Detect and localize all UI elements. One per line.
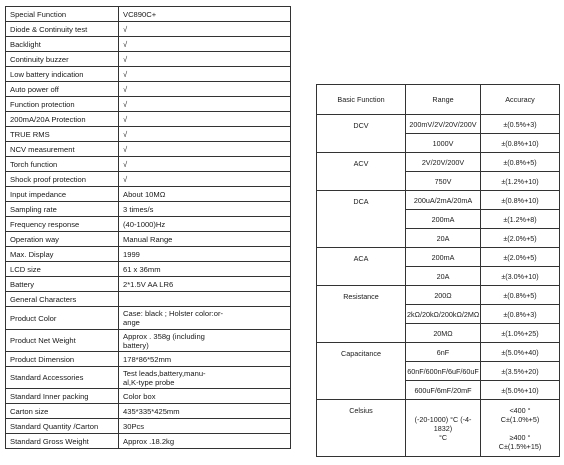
range-cell: 60nF/600nF/6uF/60uF [406, 362, 481, 381]
spec-label: LCD size [6, 262, 119, 277]
spec-row [6, 352, 291, 367]
accuracy-cell: ±(1.2%+8) [481, 210, 560, 229]
accuracy-row [317, 248, 560, 267]
spec-row [6, 112, 291, 127]
check-mark-icon: √ [119, 157, 291, 172]
spec-label: Max. Display [6, 247, 119, 262]
accuracy-cell: ±(3.0%+10) [481, 267, 560, 286]
accuracy-cell: ±(0.5%+3) [481, 115, 560, 134]
basic-function-cell: Capacitance [317, 343, 406, 400]
range-cell: 2kΩ/20kΩ/200kΩ/2MΩ [406, 305, 481, 324]
check-mark-icon: √ [119, 97, 291, 112]
spec-label: TRUE RMS [6, 127, 119, 142]
check-mark-icon: √ [119, 37, 291, 52]
accuracy-cell: ±(0.8%+10) [481, 134, 560, 153]
spec-label: 200mA/20A Protection [6, 112, 119, 127]
spec-value: Test leads,battery,manu- al,K-type probe [119, 367, 291, 389]
accuracy-cell: ±(2.0%+5) [481, 229, 560, 248]
spec-row [6, 419, 291, 434]
spec-value: Case: black ; Holster color:or- ange [119, 307, 291, 330]
accuracy-cell: ±(5.0%+10) [481, 381, 560, 400]
specification-table [5, 6, 291, 449]
spec-value: 30Pcs [119, 419, 291, 434]
spec-row [6, 202, 291, 217]
spec-label: Product Color [6, 307, 119, 330]
accuracy-row [317, 286, 560, 305]
spec-value: About 10MΩ [119, 187, 291, 202]
accuracy-cell: ±(0.8%+10) [481, 191, 560, 210]
spec-value: VC890C+ [119, 7, 291, 22]
spec-label: General Characters [6, 292, 119, 307]
spec-label: Low battery indication [6, 67, 119, 82]
range-cell: 200Ω [406, 286, 481, 305]
spec-row [6, 22, 291, 37]
spec-label: Standard Inner packing [6, 389, 119, 404]
spec-value [119, 292, 291, 307]
spec-label: Shock proof protection [6, 172, 119, 187]
accuracy-row [317, 400, 560, 457]
spec-value: 435*335*425mm [119, 404, 291, 419]
accuracy-cell: ±(1.2%+10) [481, 172, 560, 191]
spec-row [6, 52, 291, 67]
range-cell: 20MΩ [406, 324, 481, 343]
spec-label: NCV measurement [6, 142, 119, 157]
spec-label: Standard Quantity /Carton [6, 419, 119, 434]
spec-value: 178*86*52mm [119, 352, 291, 367]
spec-row [6, 82, 291, 97]
spec-row [6, 217, 291, 232]
spec-label: Standard Gross Weight [6, 434, 119, 449]
spec-value: (40-1000)Hz [119, 217, 291, 232]
range-cell: 200mV/2V/20V/200V [406, 115, 481, 134]
spec-row [6, 307, 291, 330]
accuracy-header-row [317, 85, 560, 115]
spec-value: 2*1.5V AA LR6 [119, 277, 291, 292]
range-cell: 600uF/6mF/20mF [406, 381, 481, 400]
spec-row [6, 292, 291, 307]
spec-row [6, 37, 291, 52]
accuracy-cell: ±(5.0%+40) [481, 343, 560, 362]
spec-label: Torch function [6, 157, 119, 172]
spec-row [6, 434, 291, 449]
range-cell: 200mA [406, 210, 481, 229]
accuracy-cell: <400 ° C±(1.0%+5) ≥400 ° C±(1.5%+15) [481, 400, 560, 457]
spec-label: Auto power off [6, 82, 119, 97]
range-cell: 2V/20V/200V [406, 153, 481, 172]
accuracy-cell: ±(0.8%+5) [481, 153, 560, 172]
header-basic-function: Basic Function [317, 85, 406, 115]
spec-value: 3 times/s [119, 202, 291, 217]
check-mark-icon: √ [119, 127, 291, 142]
range-cell: 20A [406, 229, 481, 248]
accuracy-row [317, 343, 560, 362]
range-cell: 20A [406, 267, 481, 286]
range-cell: 1000V [406, 134, 481, 153]
range-cell: 6nF [406, 343, 481, 362]
spec-label: Function protection [6, 97, 119, 112]
spec-label: Special Function [6, 7, 119, 22]
accuracy-cell: ±(0.8%+3) [481, 305, 560, 324]
accuracy-cell: ±(3.5%+20) [481, 362, 560, 381]
basic-function-cell: ACV [317, 153, 406, 191]
spec-row [6, 7, 291, 22]
accuracy-row [317, 153, 560, 172]
check-mark-icon: √ [119, 112, 291, 127]
check-mark-icon: √ [119, 172, 291, 187]
range-cell: 200mA [406, 248, 481, 267]
spec-row [6, 67, 291, 82]
spec-value: 61 x 36mm [119, 262, 291, 277]
spec-label: Standard Accessories [6, 367, 119, 389]
spec-value: Manual Range [119, 232, 291, 247]
spec-label: Operation way [6, 232, 119, 247]
spec-label: Sampling rate [6, 202, 119, 217]
spec-value: 1999 [119, 247, 291, 262]
spec-label: Diode & Continuity test [6, 22, 119, 37]
accuracy-row [317, 115, 560, 134]
spec-value: Color box [119, 389, 291, 404]
spec-label: Product Dimension [6, 352, 119, 367]
spec-row [6, 157, 291, 172]
basic-function-cell: Celsius [317, 400, 406, 457]
spec-row [6, 127, 291, 142]
range-cell: 200uA/2mA/20mA [406, 191, 481, 210]
range-cell: 750V [406, 172, 481, 191]
header-range: Range [406, 85, 481, 115]
spec-label: Input impedance [6, 187, 119, 202]
spec-row [6, 262, 291, 277]
spec-label: Product Net Weight [6, 330, 119, 352]
check-mark-icon: √ [119, 67, 291, 82]
spec-value: Approx . 358g (including battery) [119, 330, 291, 352]
check-mark-icon: √ [119, 22, 291, 37]
accuracy-cell: ±(1.0%+25) [481, 324, 560, 343]
spec-row [6, 404, 291, 419]
check-mark-icon: √ [119, 142, 291, 157]
spec-label: Backlight [6, 37, 119, 52]
spec-row [6, 172, 291, 187]
basic-function-cell: ACA [317, 248, 406, 286]
spec-row [6, 142, 291, 157]
spec-row [6, 247, 291, 262]
basic-function-cell: DCV [317, 115, 406, 153]
spec-value: Approx .18.2kg [119, 434, 291, 449]
spec-row [6, 187, 291, 202]
spec-row [6, 232, 291, 247]
spec-row [6, 97, 291, 112]
check-mark-icon: √ [119, 82, 291, 97]
accuracy-row [317, 191, 560, 210]
check-mark-icon: √ [119, 52, 291, 67]
accuracy-cell: ±(0.8%+5) [481, 286, 560, 305]
accuracy-table [316, 84, 560, 457]
spec-row [6, 389, 291, 404]
spec-row [6, 330, 291, 352]
spec-label: Battery [6, 277, 119, 292]
range-cell: (-20-1000) °C (-4-1832) °C [406, 400, 481, 457]
basic-function-cell: DCA [317, 191, 406, 248]
spec-row [6, 367, 291, 389]
spec-row [6, 277, 291, 292]
spec-label: Continuity buzzer [6, 52, 119, 67]
spec-label: Carton size [6, 404, 119, 419]
spec-label: Frequency response [6, 217, 119, 232]
basic-function-cell: Resistance [317, 286, 406, 343]
header-accuracy: Accuracy [481, 85, 560, 115]
accuracy-cell: ±(2.0%+5) [481, 248, 560, 267]
